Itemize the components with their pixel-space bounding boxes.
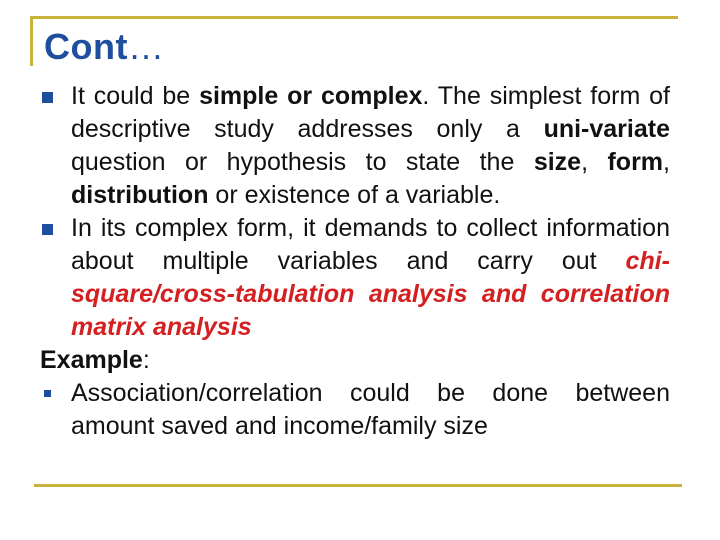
bullet-1-part-8: form	[607, 148, 664, 176]
slide-content	[40, 80, 670, 443]
bullet-item-1	[40, 80, 670, 212]
square-bullet-icon	[42, 224, 53, 235]
example-heading	[40, 344, 670, 377]
example-item	[40, 377, 670, 443]
bullet-text-1	[71, 82, 670, 209]
example-label: Example	[40, 346, 143, 374]
bullet-1-part-4: uni-variate	[543, 115, 670, 143]
bullet-1-part-5: question or hypothesis to state the	[71, 148, 534, 176]
bullet-1-part-1: It could be	[71, 82, 200, 110]
bullet-text-2	[71, 214, 670, 341]
slide-title-text: Cont	[44, 26, 128, 67]
bullet-1-part-11: or existence of a variable.	[208, 181, 501, 209]
bullet-1-part-10: distribution	[71, 181, 209, 209]
example-colon: :	[142, 346, 150, 374]
bullet-item-2	[40, 212, 670, 344]
bullet-1-part-9: ,	[663, 148, 670, 176]
bullet-1-part-3: . The simplest form of descriptive study addresses only a	[71, 82, 670, 143]
bullet-2-part-1: In its complex form, it demands to collect information about multiple variables and carry out	[71, 214, 670, 275]
title-frame-top-rule	[30, 16, 678, 19]
slide-title	[44, 26, 164, 68]
bullet-2-emphasis: chi-square/cross-tabulation analysis and correlation matrix analysis	[71, 247, 670, 341]
title-frame-left-rule	[30, 16, 33, 66]
bullet-1-part-7: ,	[581, 148, 608, 176]
example-item-text: Association/correlation could be done between amount saved and income/family size	[71, 379, 670, 440]
small-square-bullet-icon	[44, 390, 51, 397]
bullet-1-part-6: size	[533, 148, 582, 176]
bottom-frame-rule	[34, 484, 682, 487]
bullet-1-part-2: simple or complex	[199, 82, 423, 110]
slide-title-ellipsis: …	[127, 26, 165, 67]
square-bullet-icon	[42, 92, 53, 103]
